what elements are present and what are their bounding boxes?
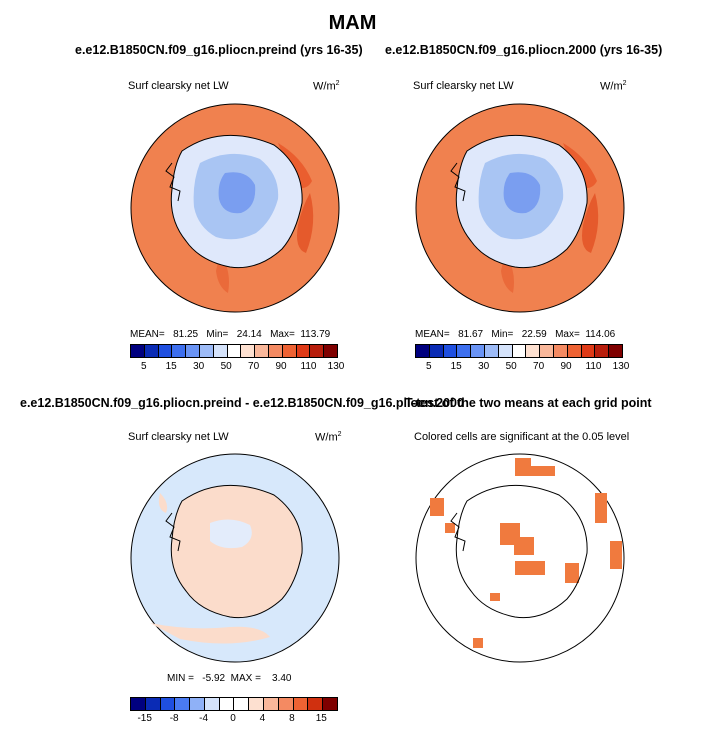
figure-title: MAM — [328, 12, 377, 34]
colorbar-box — [241, 345, 255, 357]
colorbar-box — [324, 345, 337, 357]
colorbar-box — [269, 345, 283, 357]
colorbar-tick-label: 70 — [533, 361, 545, 372]
colorbar-tick-label: 0 — [230, 713, 236, 724]
panel4-caption: Colored cells are significant at the 0.05 level — [414, 431, 630, 443]
colorbar-box — [540, 345, 554, 357]
panel1-variable-label: Surf clearsky net LW — [128, 80, 229, 92]
colorbar-tick-label: 50 — [505, 361, 517, 372]
colorbar-box — [220, 698, 235, 710]
panel3-colorbar — [130, 697, 338, 711]
panel2-variable-label: Surf clearsky net LW — [413, 80, 514, 92]
colorbar-box — [609, 345, 622, 357]
colorbar-box — [279, 698, 294, 710]
panel3-colorbar-ticks — [130, 713, 336, 727]
colorbar-tick-label: 5 — [140, 361, 147, 372]
panel4-significance-map — [415, 453, 625, 663]
panel2-colorbar-ticks — [415, 361, 630, 375]
panel1-colorbar — [130, 344, 338, 358]
colorbar-box — [214, 345, 228, 357]
colorbar-box — [159, 345, 173, 357]
colorbar-box — [444, 345, 458, 357]
panel4-title: T-test of the two means at each grid point — [405, 396, 652, 410]
colorbar-tick-label: 70 — [248, 361, 260, 372]
panel1-colorbar-ticks — [130, 361, 345, 375]
colorbar-tick-label: 4 — [259, 713, 266, 724]
colorbar-box — [186, 345, 200, 357]
panel2-unit: $W/m^2$ — [600, 80, 627, 93]
colorbar-box — [131, 345, 145, 357]
panel3-stats: MIN = -5.92 MAX = 3.40 — [167, 673, 292, 684]
colorbar-box — [595, 345, 609, 357]
colorbar-box — [175, 698, 190, 710]
colorbar-tick-label: 15 — [450, 361, 462, 372]
colorbar-box — [161, 698, 176, 710]
colorbar-box — [416, 345, 430, 357]
colorbar-box — [323, 698, 337, 710]
colorbar-box — [190, 698, 205, 710]
panel1-stats: MEAN= 81.25 Min= 24.14 Max= 113.79 — [130, 329, 331, 340]
colorbar-box — [172, 345, 186, 357]
panel3-title: e.e12.B1850CN.f09_g16.pliocn.preind - e.e12.B1850CN.f09_g16.pliocn.2000 — [20, 396, 464, 410]
colorbar-box — [526, 345, 540, 357]
colorbar-box — [471, 345, 485, 357]
colorbar-box — [283, 345, 297, 357]
colorbar-box — [131, 698, 146, 710]
colorbar-tick-label: 90 — [560, 361, 572, 372]
panel3-variable-label: Surf clearsky net LW — [128, 431, 229, 443]
panel2-polar-map — [415, 103, 625, 313]
colorbar-tick-label: -8 — [169, 713, 179, 724]
colorbar-box — [205, 698, 220, 710]
colorbar-box — [513, 345, 527, 357]
panel1-unit: $W/m^2$ — [313, 80, 340, 93]
panel2-title: e.e12.B1850CN.f09_g16.pliocn.2000 (yrs 16-35) — [385, 43, 663, 57]
colorbar-box — [554, 345, 568, 357]
colorbar-tick-label: 30 — [478, 361, 490, 372]
colorbar-tick-label: -15 — [137, 713, 152, 724]
colorbar-tick-label: 8 — [289, 713, 295, 724]
panel3-unit: $W/m^2$ — [315, 431, 342, 444]
colorbar-box — [249, 698, 264, 710]
colorbar-box — [264, 698, 279, 710]
colorbar-tick-label: 5 — [425, 361, 432, 372]
colorbar-tick-label: 50 — [220, 361, 232, 372]
colorbar-box — [255, 345, 269, 357]
colorbar-tick-label: -4 — [199, 713, 209, 724]
panel3-polar-map — [130, 453, 340, 663]
colorbar-box — [457, 345, 471, 357]
colorbar-tick-label: 30 — [193, 361, 205, 372]
colorbar-box — [485, 345, 499, 357]
colorbar-box — [297, 345, 311, 357]
colorbar-tick-label: 90 — [275, 361, 287, 372]
colorbar-box — [582, 345, 596, 357]
colorbar-box — [308, 698, 323, 710]
panel2-colorbar — [415, 344, 623, 358]
colorbar-tick-label: 110 — [585, 361, 602, 372]
colorbar-tick-label: 130 — [327, 361, 345, 372]
colorbar-box — [228, 345, 242, 357]
colorbar-box — [200, 345, 214, 357]
colorbar-box — [294, 698, 309, 710]
colorbar-box — [146, 698, 161, 710]
panel1-title: e.e12.B1850CN.f09_g16.pliocn.preind (yrs 16-35) — [75, 43, 363, 57]
colorbar-box — [568, 345, 582, 357]
colorbar-box — [430, 345, 444, 357]
colorbar-tick-label: 15 — [165, 361, 177, 372]
panel2-stats: MEAN= 81.67 Min= 22.59 Max= 114.06 — [415, 329, 616, 340]
colorbar-tick-label: 110 — [300, 361, 317, 372]
colorbar-tick-label: 15 — [315, 713, 327, 724]
colorbar-box — [145, 345, 159, 357]
panel1-polar-map — [130, 103, 340, 313]
colorbar-box — [499, 345, 513, 357]
colorbar-box — [234, 698, 249, 710]
colorbar-tick-label: 130 — [612, 361, 630, 372]
colorbar-box — [310, 345, 324, 357]
